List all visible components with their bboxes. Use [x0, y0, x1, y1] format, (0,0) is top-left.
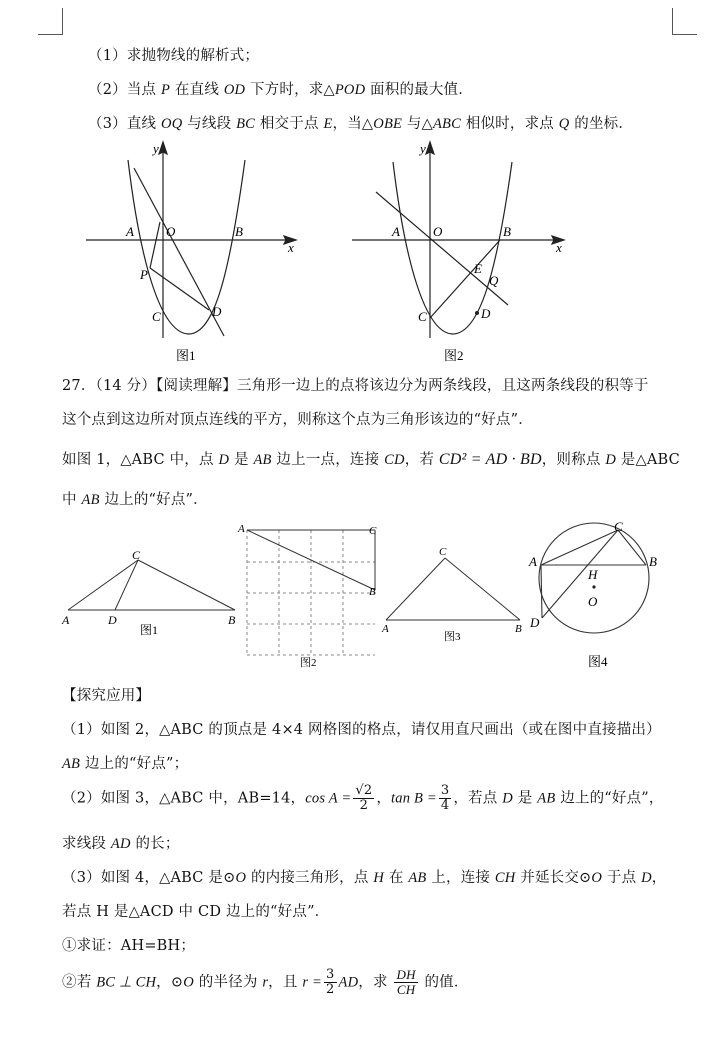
var-o: O: [235, 870, 247, 886]
text: 与线段: [182, 116, 237, 132]
var-obe: OBE: [373, 116, 403, 132]
caption: 图4: [588, 654, 608, 669]
label-y: y: [420, 141, 426, 156]
text: （2）如图 3，△ABC 中，AB=14，: [62, 790, 306, 807]
text: 的内接三角形，点: [246, 870, 374, 886]
text: 边上的“好点”．: [99, 492, 208, 508]
q27-sub3-line1: [62, 866, 667, 887]
text: （2）当点: [88, 82, 162, 98]
text: ②若: [62, 974, 97, 991]
label-c: C: [439, 546, 447, 558]
label-a: A: [382, 623, 389, 635]
label-b: B: [235, 224, 243, 239]
label-d: D: [108, 613, 117, 627]
q26-part2: [88, 78, 473, 99]
text: 边上一点，连接: [271, 452, 385, 468]
q27-sub2-line1: [62, 784, 664, 813]
q27-sub1-line1: （1）如图 2，△ABC 的顶点是 4×4 网格图的格点，请仅用直尺画出（或在图中直接描出）: [62, 722, 661, 738]
numerator: 3: [440, 783, 450, 798]
side-bc: [618, 530, 646, 565]
fraction-cos: [353, 784, 374, 813]
text: 如图 1，△ABC 中，点: [62, 452, 219, 468]
numerator: 3: [326, 967, 335, 982]
caption: 图2: [444, 348, 464, 363]
text: 面积的最大值．: [365, 82, 473, 98]
grid: [247, 530, 375, 655]
q26-figure-1: [80, 138, 305, 368]
label-b: B: [228, 613, 236, 627]
var-ab: AB: [537, 790, 556, 807]
caption: 图1: [140, 623, 159, 637]
fraction-3-2: [324, 968, 336, 997]
label-p: P: [140, 267, 148, 282]
parabola: [128, 160, 245, 334]
var-ab: AB: [408, 870, 427, 886]
line-pd: [150, 268, 209, 310]
caption: 图3: [444, 631, 461, 643]
var-o: O: [591, 870, 603, 886]
var-ad: AD: [110, 836, 131, 852]
line-pc: [150, 222, 160, 268]
var-d: D: [218, 452, 230, 468]
q27-explore-heading: 【探究应用】: [62, 688, 151, 704]
text: 边上的“好点”，: [555, 790, 664, 807]
label-d: D: [530, 615, 540, 630]
side-bc: [138, 560, 235, 610]
label-a: A: [62, 613, 70, 627]
text: 相交于点: [255, 116, 324, 132]
fraction-tan: [439, 784, 451, 813]
text: ，则称点: [541, 452, 606, 468]
label-o: O: [588, 594, 598, 609]
text: 是: [512, 790, 538, 807]
q27-sub3-line2: 若点 H 是△ACD 中 CD 边上的“好点”．: [62, 904, 330, 920]
side-ac: [541, 530, 618, 565]
text: 中: [62, 492, 82, 508]
q27-figure-2: [236, 522, 382, 668]
var-oq: OQ: [161, 116, 183, 132]
text: ，若点: [453, 790, 503, 807]
numerator: √2: [355, 783, 373, 798]
numerator: DH: [396, 967, 416, 982]
label-h: H: [588, 567, 598, 582]
text: 上，连接: [426, 870, 495, 886]
label-o: O: [433, 224, 443, 239]
text: ，当△: [332, 116, 374, 132]
label-y: y: [153, 141, 159, 156]
text: ，求: [358, 974, 393, 991]
var-d: D: [605, 452, 616, 468]
var-ab: AB: [81, 492, 100, 508]
text: 在直线: [170, 82, 224, 98]
q27-figure-1: [58, 545, 248, 645]
cos-a: cos A =: [305, 790, 352, 807]
text: 是△ABC: [616, 452, 680, 468]
label-q: Q: [489, 273, 499, 288]
text: ，且: [268, 974, 303, 991]
side-ac: [386, 558, 445, 620]
line-od: [134, 168, 224, 336]
tan-b: tan B =: [391, 790, 437, 807]
label-e: E: [474, 261, 482, 276]
label-a: A: [529, 554, 537, 569]
text: 的长；: [130, 836, 180, 852]
q27-sub1-line2: [62, 752, 188, 773]
label-c: C: [369, 525, 377, 537]
label-b: B: [369, 586, 376, 598]
text: 相似时，求点: [460, 116, 559, 132]
label-d: D: [481, 306, 491, 321]
q27-sub2-line2: [62, 832, 180, 853]
text: 的坐标．: [569, 116, 634, 132]
side-bc: [445, 558, 520, 620]
segment-ad: [541, 565, 542, 618]
var-p: P: [161, 82, 171, 98]
var-q: Q: [558, 116, 570, 132]
label-a: A: [126, 224, 134, 239]
label-b: B: [503, 224, 511, 239]
corner-mark-right: [672, 8, 697, 35]
var-od: OD: [223, 82, 246, 98]
text: 于点: [602, 870, 642, 886]
var-pod: POD: [334, 82, 366, 98]
denominator: CH: [396, 982, 416, 997]
var-e: E: [323, 116, 333, 132]
side-ac: [68, 560, 138, 610]
text: ，: [376, 790, 392, 807]
segment-cd: [542, 530, 618, 618]
q26-figure-2: [348, 138, 573, 368]
var-bc: BC: [236, 116, 256, 132]
equation: CD² = AD · BD: [438, 451, 542, 468]
denominator: 4: [440, 798, 450, 813]
var-ad: AD: [338, 974, 359, 991]
var-abc: ABC: [432, 116, 461, 132]
text: 边上的“好点”；: [80, 756, 189, 772]
q27-intro-line2: 这个点到这边所对顶点连线的平方，则称这个点为三角形该边的“好点”．: [62, 412, 533, 428]
corner-mark-left: [38, 8, 63, 35]
q27-sub3-item2: [62, 968, 469, 997]
var-d: D: [502, 790, 513, 807]
label-o: O: [166, 224, 176, 239]
fraction-dh-ch: [394, 968, 417, 997]
q26-part1: （1）求抛物线的解析式；: [88, 48, 260, 64]
q27-intro-line1: 27．（14 分）【阅读理解】三角形一边上的点将该边分为两条线段，且这两条线段的积等于: [62, 378, 649, 394]
label-c: C: [152, 309, 161, 324]
segment-cd: [115, 560, 138, 610]
q27-example-line1: [62, 448, 680, 469]
var-r: r: [262, 974, 269, 991]
text: ，若: [404, 452, 439, 468]
bc-perp-ch: BC ⊥ CH: [96, 974, 157, 991]
text: ，⊙: [156, 974, 184, 991]
label-x: x: [556, 240, 562, 255]
text: 在: [384, 870, 409, 886]
var-o: O: [183, 974, 194, 991]
r-equals: r =: [302, 974, 323, 991]
label-c: C: [418, 309, 427, 324]
denominator: 2: [326, 982, 335, 997]
text: ，: [651, 870, 667, 886]
var-ch: CH: [494, 870, 516, 886]
var-cd: CD: [384, 452, 405, 468]
label-b: B: [515, 623, 522, 635]
var-ab: AB: [253, 452, 272, 468]
text: 求线段: [62, 836, 111, 852]
label-d: D: [212, 304, 222, 319]
q27-example-line2: [62, 488, 208, 509]
label-c: C: [132, 548, 141, 562]
y-arrow: [426, 142, 434, 154]
center-o: [592, 585, 595, 588]
var-d: D: [641, 870, 652, 886]
q27-figure-3: [378, 540, 528, 645]
text: 并延长交⊙: [515, 870, 592, 886]
var-ab: AB: [62, 756, 81, 772]
parabola: [393, 162, 512, 334]
point-d: [475, 311, 479, 315]
denominator: 2: [359, 798, 369, 813]
text: 的值．: [419, 974, 469, 991]
label-c: C: [614, 519, 623, 534]
label-a: A: [392, 224, 400, 239]
text: 与△: [402, 116, 433, 132]
text: 下方时，求△: [245, 82, 335, 98]
caption: 图1: [176, 348, 196, 363]
label-b: B: [649, 554, 657, 569]
var-h: H: [373, 870, 385, 886]
text: （3）如图 4，△ABC 是⊙: [62, 870, 236, 886]
text: 是: [229, 452, 254, 468]
caption: 图2: [300, 657, 317, 668]
q26-part3: [88, 112, 633, 133]
q27-figure-4: [522, 515, 667, 675]
y-arrow: [159, 142, 167, 154]
q27-sub3-item1: ①求证：AH=BH；: [62, 938, 196, 954]
text: 的半径为: [193, 974, 263, 991]
label-a: A: [238, 523, 245, 535]
label-x: x: [288, 240, 294, 255]
line-oq: [376, 192, 508, 305]
text: （3）直线: [88, 116, 162, 132]
